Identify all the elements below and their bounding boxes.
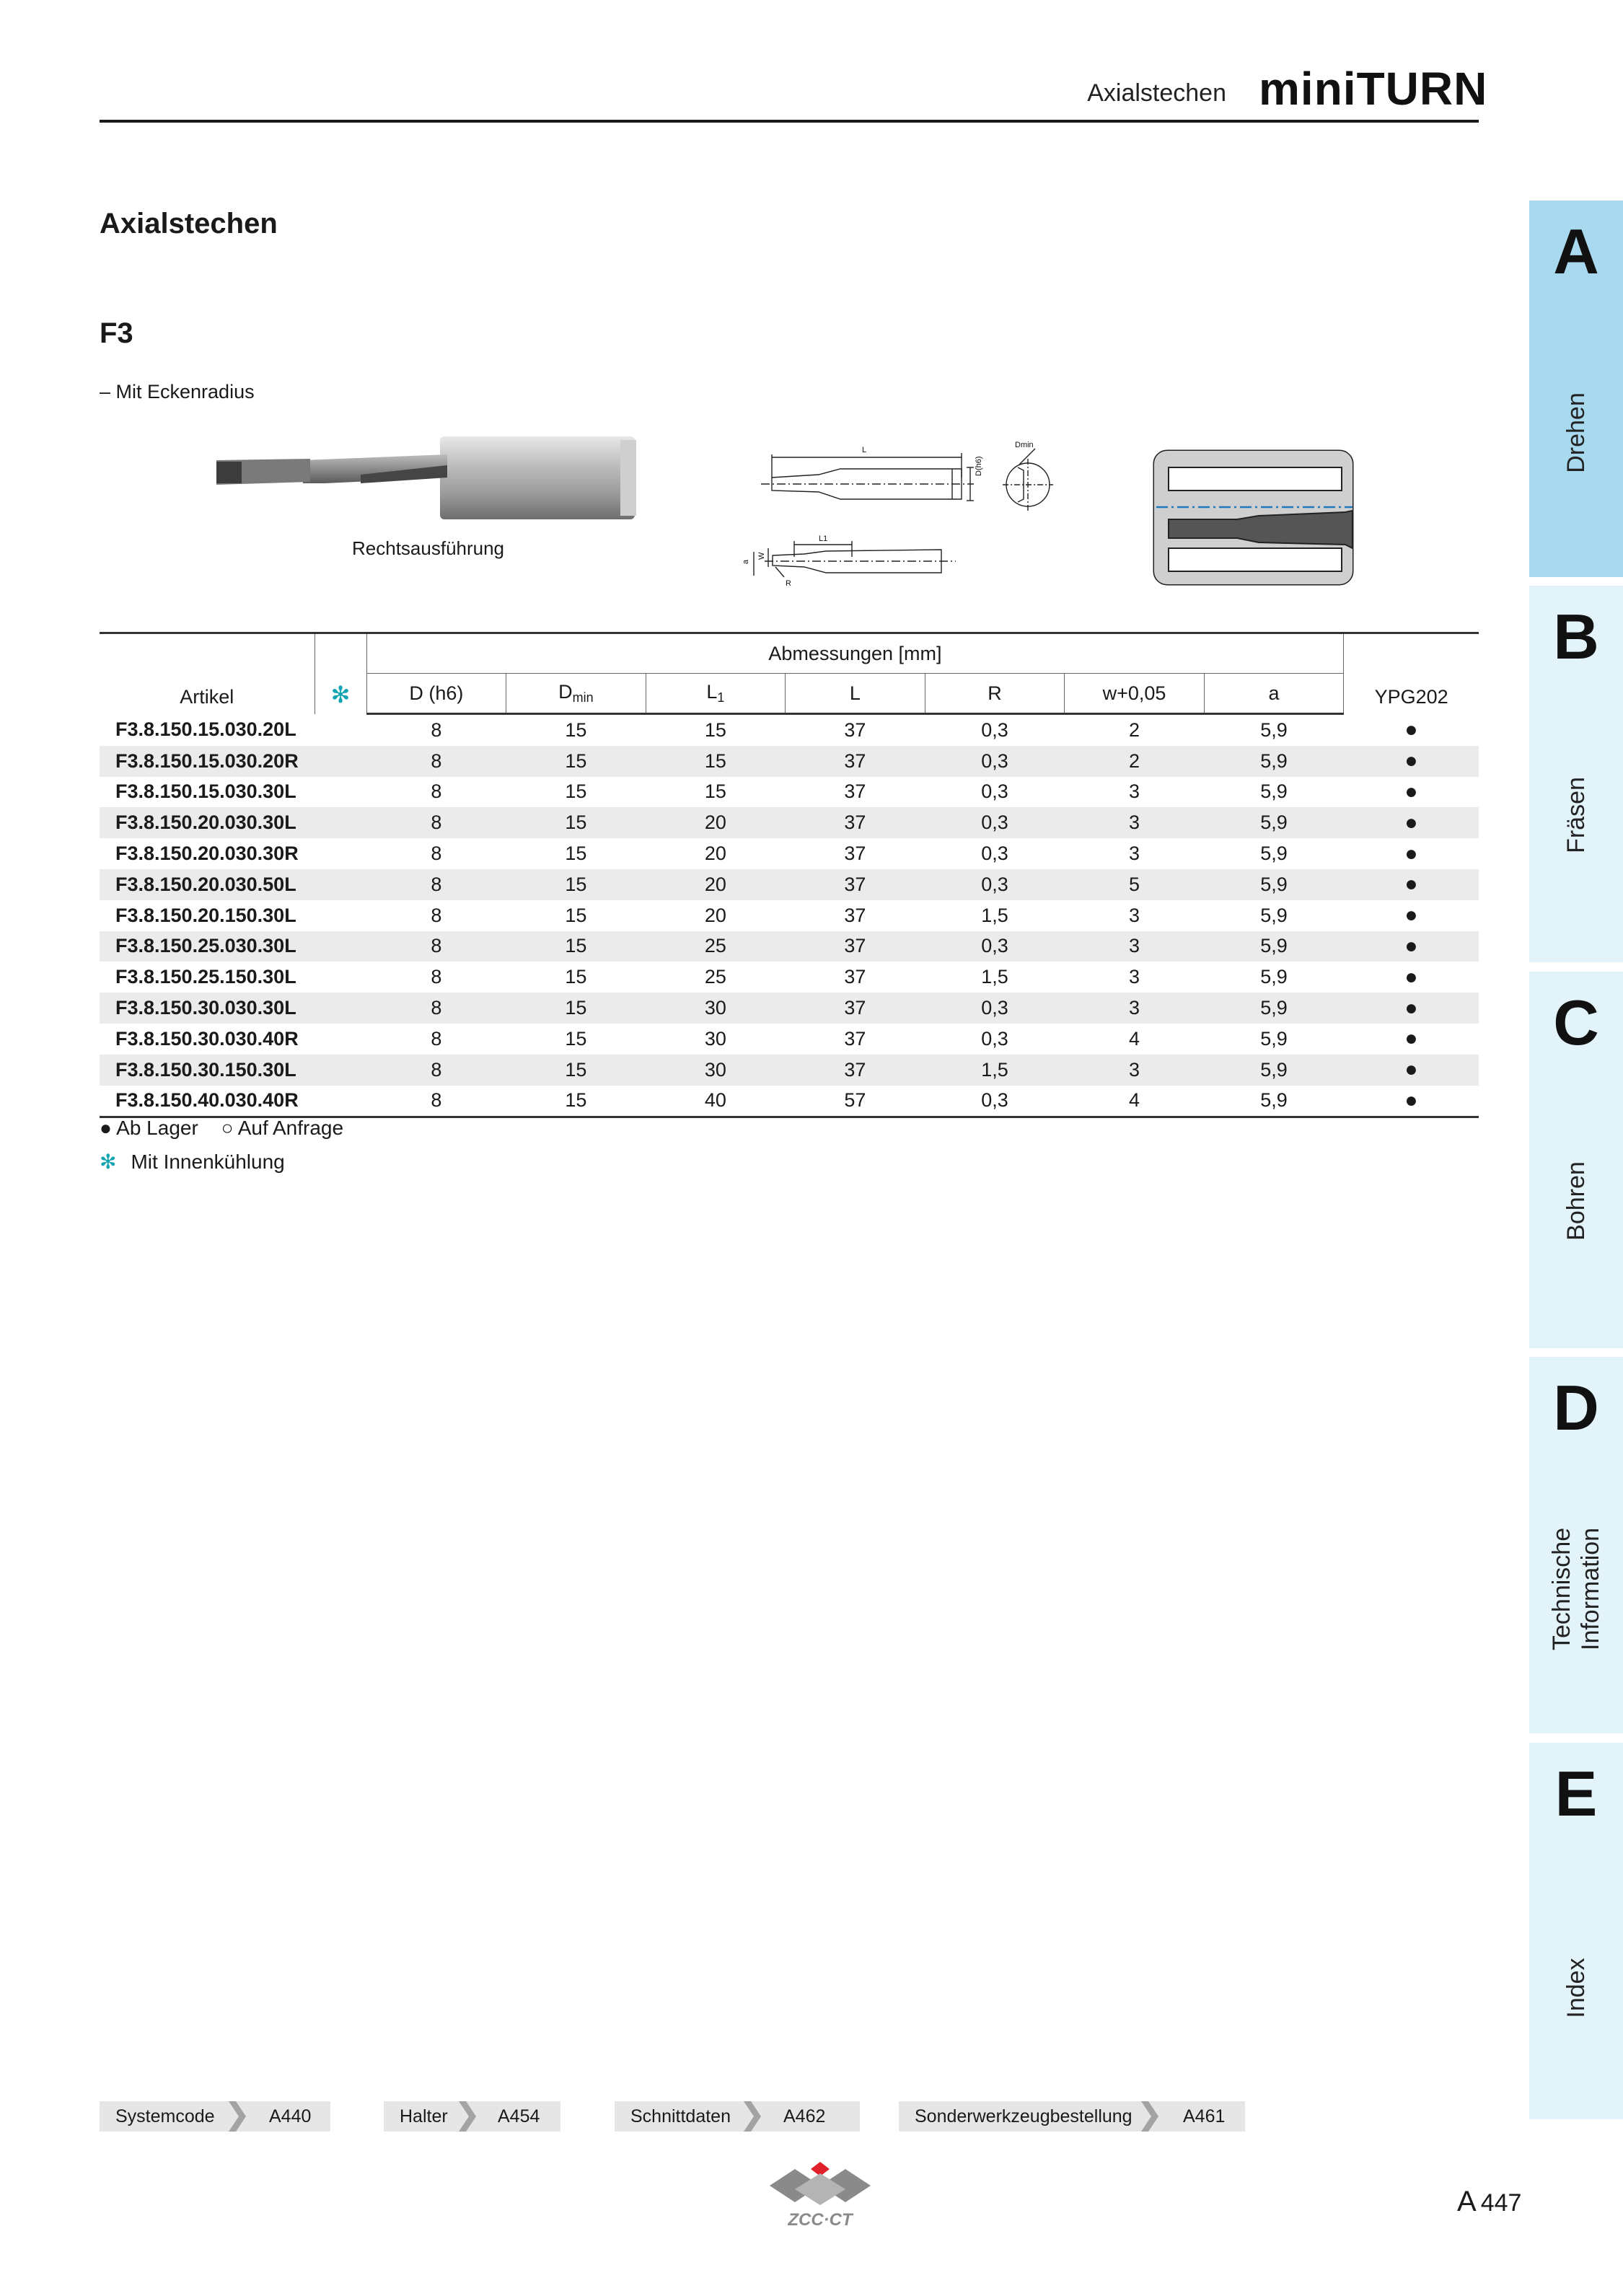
cell-coolant [315, 1086, 366, 1117]
cell-value: 0,3 [981, 843, 1008, 865]
cell-value: 37 [844, 843, 866, 865]
cell-value: 8 [366, 993, 506, 1024]
chevron-right-icon [1138, 2101, 1160, 2132]
feature-note: – Mit Eckenradius [100, 381, 255, 403]
legend-stock [100, 1117, 343, 1140]
cell-value: 37 [786, 1055, 925, 1086]
cell-value: 0,3 [925, 869, 1065, 900]
tool-photo-caption: Rechtsausführung [352, 537, 505, 559]
coolant-icon: ✻ [100, 1151, 117, 1173]
cell-value: 5,9 [1260, 1027, 1288, 1050]
cell-value: 20 [646, 869, 786, 900]
cell-artikel: F3.8.150.30.030.40R [115, 1027, 299, 1050]
tab-drehen[interactable] [1529, 201, 1623, 577]
cell-value: 5,9 [1260, 718, 1288, 741]
table-row [100, 1055, 1479, 1086]
cell-value: 15 [506, 869, 646, 900]
cell-value: 25 [704, 966, 726, 988]
cell-value: 15 [646, 746, 786, 777]
cell-artikel: F3.8.150.15.030.20R [100, 746, 315, 777]
cell-value: 8 [431, 843, 442, 865]
col-header-artikel: Artikel [100, 633, 315, 714]
cell-value: 15 [506, 1086, 646, 1117]
ref-page: A461 [1183, 2106, 1226, 2126]
ref-name: Systemcode [115, 2106, 215, 2126]
header-brand: miniTURN [1259, 63, 1488, 115]
cell-value: 20 [646, 807, 786, 838]
cell-value: 8 [366, 1055, 506, 1086]
cell-value: 5,9 [1204, 931, 1344, 962]
tab-bohren[interactable] [1529, 972, 1623, 1348]
drawing-label-L1: L1 [819, 535, 828, 543]
cell-artikel: F3.8.150.20.030.50L [100, 869, 315, 900]
col-header-l: L [786, 674, 925, 714]
tab-label: Drehen [1562, 392, 1590, 473]
col-header-r: R [925, 674, 1065, 714]
cell-artikel: F3.8.150.30.150.30L [100, 1055, 315, 1086]
ref-name: Sonderwerkzeugbestellung [915, 2106, 1132, 2126]
cell-coolant [315, 962, 366, 993]
product-code: F3 [100, 317, 133, 349]
cell-value: 1,5 [925, 1055, 1065, 1086]
col-header-d: D (h6) [366, 674, 506, 714]
cell-value: 5,9 [1204, 1055, 1344, 1086]
drawing-label-W: W [757, 552, 766, 560]
cell-artikel: F3.8.150.20.030.30R [115, 843, 299, 865]
cell-value: ● [1404, 841, 1418, 866]
technical-drawing [732, 433, 1071, 591]
cell-value: 37 [844, 904, 866, 926]
col-header-a: a [1204, 674, 1344, 714]
cell-value: 0,3 [981, 718, 1008, 741]
cell-coolant [315, 714, 366, 746]
cell-artikel: F3.8.150.15.030.30L [115, 780, 296, 803]
cell-value: 2 [1128, 718, 1140, 741]
table-row [100, 838, 1479, 869]
cell-value: 5,9 [1204, 1086, 1344, 1117]
tab-label: Index [1562, 1958, 1590, 2018]
cell-value: 37 [844, 718, 866, 741]
cell-coolant [315, 807, 366, 838]
cell-coolant [315, 869, 366, 900]
cell-value: 3 [1065, 1055, 1205, 1086]
cell-value: 0,3 [981, 1027, 1008, 1050]
col-header-grade: YPG202 [1344, 633, 1479, 714]
cell-value: 5,9 [1204, 993, 1344, 1024]
cell-artikel: F3.8.150.20.030.30L [100, 807, 315, 838]
cell-value: 5,9 [1260, 966, 1288, 988]
cell-artikel: F3.8.150.30.030.30L [100, 993, 315, 1024]
cell-value: 3 [1128, 966, 1140, 988]
tab-technische-information[interactable] [1529, 1357, 1623, 1733]
cell-coolant [315, 931, 366, 962]
cell-value: ● [1344, 993, 1479, 1024]
cell-value: 8 [431, 966, 442, 988]
cell-coolant [315, 746, 366, 777]
ref-systemcode[interactable] [100, 2101, 330, 2132]
cell-value: 40 [646, 1086, 786, 1117]
cell-value: 4 [1065, 1086, 1205, 1117]
cell-value: 8 [431, 1027, 442, 1050]
tab-letter: A [1553, 216, 1599, 287]
cell-value: 0,3 [925, 931, 1065, 962]
tool-photo [216, 433, 642, 534]
cell-value: 3 [1065, 993, 1205, 1024]
drawing-label-R: R [786, 579, 791, 588]
cell-value: ● [1404, 903, 1418, 928]
ref-name: Schnittdaten [630, 2106, 731, 2126]
chevron-right-icon [456, 2101, 478, 2132]
ref-halter[interactable] [384, 2101, 560, 2132]
cell-value: 15 [565, 718, 587, 741]
cell-value: 15 [506, 993, 646, 1024]
logo-text: ZCC·CT [788, 2210, 853, 2230]
cell-coolant [315, 993, 366, 1024]
cell-value: 0,3 [925, 1086, 1065, 1117]
tab-fraesen[interactable] [1529, 586, 1623, 962]
zcc-ct-logo [766, 2153, 874, 2233]
cell-value: 8 [431, 904, 442, 926]
cell-value: ● [1404, 964, 1418, 989]
cell-artikel: F3.8.150.25.150.30L [115, 966, 296, 988]
col-header-l1: $L_1$ [646, 674, 786, 714]
cell-value: 15 [565, 1027, 587, 1050]
cell-value: 15 [506, 931, 646, 962]
cell-value: 5,9 [1260, 843, 1288, 865]
legend-coolant [100, 1150, 285, 1174]
cell-value: 37 [844, 966, 866, 988]
cell-value: 37 [844, 780, 866, 803]
cell-value: 8 [366, 869, 506, 900]
cell-value: 30 [704, 1027, 726, 1050]
cell-value: 30 [646, 993, 786, 1024]
table-row [100, 900, 1479, 931]
cell-artikel: F3.8.150.15.030.20L [115, 718, 296, 741]
ref-schnittdaten[interactable] [615, 2101, 860, 2132]
tab-label: Bohren [1562, 1161, 1590, 1241]
cell-coolant [315, 838, 366, 869]
group-header-dimensions: Abmessungen [mm] [366, 633, 1344, 674]
cell-value: 0,3 [925, 807, 1065, 838]
cell-value: 37 [786, 746, 925, 777]
table-row [100, 931, 1479, 962]
cell-coolant [315, 1024, 366, 1055]
cell-value: 2 [1065, 746, 1205, 777]
cell-value: 0,3 [981, 780, 1008, 803]
cell-value: 3 [1128, 843, 1140, 865]
header-rule [100, 120, 1479, 123]
cell-value: ● [1404, 779, 1418, 804]
cell-value: 15 [506, 746, 646, 777]
cell-value: 8 [431, 780, 442, 803]
cell-value: ● [1344, 1055, 1479, 1086]
cell-value: ● [1344, 746, 1479, 777]
page-title: Axialstechen [100, 208, 278, 239]
ref-page: A440 [269, 2106, 312, 2126]
cell-value: 30 [646, 1055, 786, 1086]
cell-value: 15 [704, 718, 726, 741]
cell-value: 20 [704, 843, 726, 865]
cell-artikel: F3.8.150.40.030.40R [100, 1086, 315, 1117]
cell-value: ● [1344, 1086, 1479, 1117]
col-header-coolant-icon: ✻ [315, 633, 366, 714]
page-number: A 447 [1457, 2186, 1522, 2217]
cell-value: 5,9 [1260, 780, 1288, 803]
tab-label: Technische Information [1548, 1527, 1604, 1650]
tab-letter: B [1553, 601, 1599, 672]
product-table [100, 632, 1479, 1118]
table-row [100, 714, 1479, 746]
cell-value: 15 [506, 1055, 646, 1086]
cell-value: 5,9 [1204, 869, 1344, 900]
cell-value: 5,9 [1204, 746, 1344, 777]
ref-page: A454 [498, 2106, 540, 2126]
cell-value: 1,5 [981, 904, 1008, 926]
cell-value: 8 [366, 1086, 506, 1117]
cell-value: 1,5 [981, 966, 1008, 988]
legend-coolant-label: Mit Innenkühlung [131, 1151, 285, 1173]
cell-value: 20 [704, 904, 726, 926]
tab-letter: C [1553, 987, 1599, 1058]
col-header-dmin: $D_{min}$ [506, 674, 646, 714]
cell-value: 0,3 [925, 746, 1065, 777]
cell-value: 0,3 [925, 993, 1065, 1024]
cell-coolant [315, 900, 366, 931]
table-row [100, 993, 1479, 1024]
cell-value: 57 [786, 1086, 925, 1117]
cell-artikel: F3.8.150.25.030.30L [100, 931, 315, 962]
cell-value: 3 [1065, 807, 1205, 838]
ref-name: Halter [400, 2106, 448, 2126]
cell-value: 15 [565, 966, 587, 988]
ref-page: A462 [783, 2106, 826, 2126]
chevron-right-icon [741, 2101, 762, 2132]
tab-letter: D [1553, 1372, 1599, 1443]
tab-index[interactable] [1529, 1743, 1623, 2119]
table-row [100, 746, 1479, 777]
cell-value: 15 [565, 780, 587, 803]
table-row [100, 1024, 1479, 1055]
drawing-label-Dh6: D(h6) [975, 456, 983, 476]
legend-in-stock: ● Ab Lager [100, 1117, 198, 1139]
cell-value: 3 [1128, 780, 1140, 803]
drawing-label-L: L [862, 446, 867, 454]
cell-value: 8 [366, 807, 506, 838]
table-row [100, 869, 1479, 900]
cell-value: 37 [844, 1027, 866, 1050]
cell-coolant [315, 777, 366, 808]
cell-value: 37 [786, 993, 925, 1024]
drawing-label-Dmin: Dmin [1015, 441, 1034, 449]
cell-value: 3 [1128, 904, 1140, 926]
cell-value: 8 [366, 746, 506, 777]
cell-value: ● [1344, 807, 1479, 838]
cell-value: 15 [506, 807, 646, 838]
table-row [100, 962, 1479, 993]
cell-artikel: F3.8.150.20.150.30L [115, 904, 296, 926]
table-row [100, 777, 1479, 808]
cell-value: 37 [786, 807, 925, 838]
cell-value: 15 [565, 904, 587, 926]
cell-value: 5,9 [1260, 904, 1288, 926]
cell-value: ● [1404, 1026, 1418, 1051]
table-row [100, 807, 1479, 838]
cell-coolant [315, 1055, 366, 1086]
cell-value: 5,9 [1204, 807, 1344, 838]
col-header-w: w+0,05 [1065, 674, 1205, 714]
cell-value: 37 [786, 869, 925, 900]
table-row [100, 1086, 1479, 1117]
cell-value: 8 [431, 718, 442, 741]
cell-value: ● [1404, 717, 1418, 742]
cell-value: 5 [1065, 869, 1205, 900]
header-section-label: Axialstechen [1087, 79, 1226, 107]
ref-sonderwerkzeugbestellung[interactable] [899, 2101, 1245, 2132]
chevron-right-icon [226, 2101, 247, 2132]
cell-value: 3 [1065, 931, 1205, 962]
cell-value: 15 [704, 780, 726, 803]
section-drawing [1151, 447, 1367, 591]
cell-value: 4 [1128, 1027, 1140, 1050]
cell-value: ● [1344, 869, 1479, 900]
cell-value: 8 [366, 931, 506, 962]
cell-value: ● [1344, 931, 1479, 962]
cell-value: 15 [565, 843, 587, 865]
cell-value: 25 [646, 931, 786, 962]
legend-on-request: ○ Auf Anfrage [221, 1117, 344, 1139]
tab-letter: E [1554, 1758, 1598, 1829]
tab-label: Fräsen [1562, 777, 1590, 853]
cell-value: 37 [786, 931, 925, 962]
drawing-label-a: a [742, 559, 750, 564]
